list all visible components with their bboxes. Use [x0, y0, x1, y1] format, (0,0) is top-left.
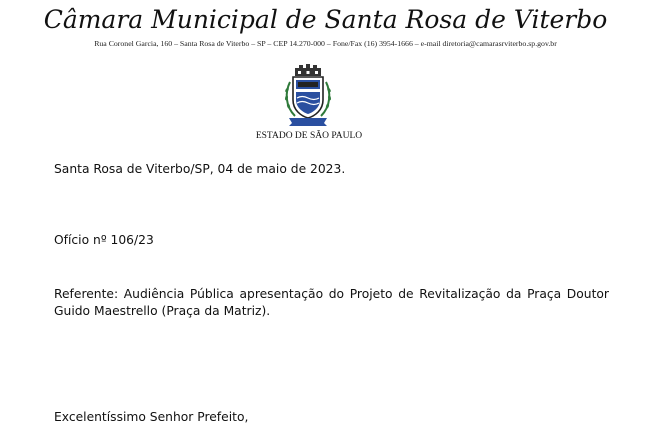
crown-icon [295, 64, 321, 76]
letterhead-address: Rua Coronel Garcia, 160 – Santa Rosa de Viterbo – SP – CEP 14.270-000 – Fone/Fax (16) 3954-1666 – e-mail diretoria@camarasrviterbo.sp.gov.br [94, 39, 557, 48]
oficio-number: Ofício nº 106/23 [54, 233, 154, 247]
state-name: ESTADO DE SÃO PAULO [255, 131, 363, 141]
shield-icon [293, 77, 323, 118]
coat-of-arms-icon [281, 62, 335, 128]
salutation: Excelentíssimo Senhor Prefeito, [54, 410, 249, 424]
referente-paragraph: Referente: Audiência Pública apresentação do Projeto de Revitalização da Praça Doutor Guido Maestrello (Praça da Matriz). [54, 287, 609, 318]
letterhead-title: Câmara Municipal de Santa Rosa de Viterbo [43, 5, 608, 34]
date-line: Santa Rosa de Viterbo/SP, 04 de maio de 2023. [54, 162, 346, 176]
ribbon-icon [289, 118, 327, 126]
